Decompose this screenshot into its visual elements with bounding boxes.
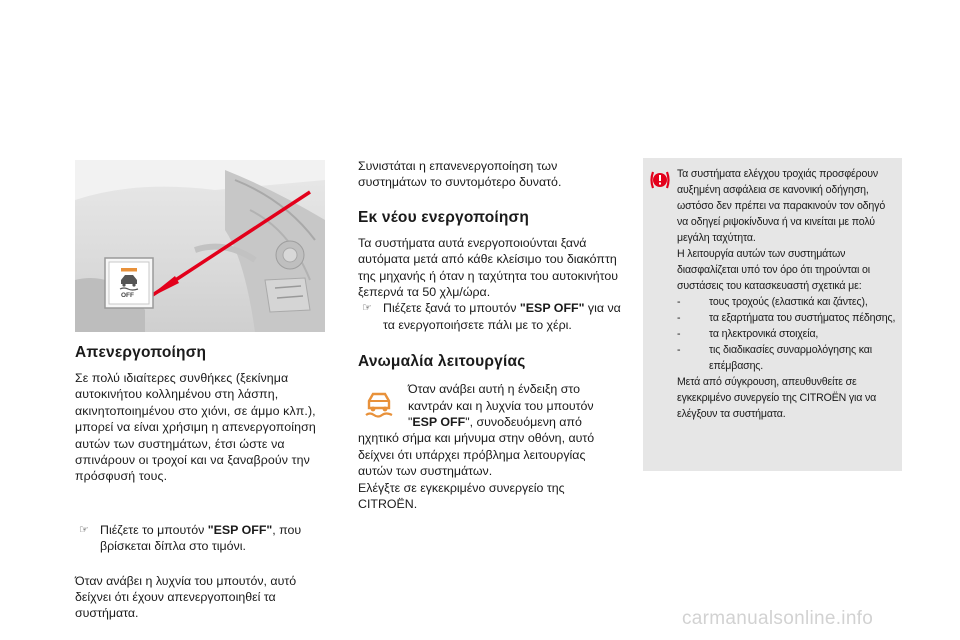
warning-item [677,326,897,342]
malfunction-heading: Ανωμαλία λειτουργίας [358,353,526,371]
warning-closing: Μετά από σύγκρουση, απευθυνθείτε σε εγκεκριμένο συνεργείο της CITROËN για να ελέγξουν τα συστήματα. [677,376,877,420]
esp-off-label: ESP OFF [412,415,466,430]
warning-item-text: τα εξαρτήματα του συστήματος πέδησης, [709,312,896,324]
warning-item-text: τις διαδικασίες συναρμολόγησης και επέμβασης. [709,344,872,372]
esp-off-label: "ESP OFF" [519,301,585,316]
warning-intro: Τα συστήματα ελέγχου τροχιάς προσφέρουν αυξημένη ασφάλεια σε κανονική οδήγηση, ωστόσο δεν πρέπει να παρακινούν τον οδηγό να οδηγεί ριψοκίνδυνα ή να κινείται με πολύ μεγάλη ταχύτητα. [677,168,886,244]
dash-icon: - [677,312,681,324]
watermark: carmanualsonline.info [682,608,874,629]
reactivation-text: Τα συστήματα αυτά ενεργοποιούνται ξανά αυτόματα μετά από κάθε κλείσιμο του διακόπτη της μηχανής ή όταν η ταχύτητα του αυτοκινήτου ξεπερνά τα 50 χλμ/ώρα. [358,235,619,300]
warning-text [677,166,897,422]
malfunction-text-c: ηχητικό σήμα και μήνυμα στην οθόνη, αυτό δείχνει ότι υπάρχει πρόβλημα λειτουργίας αυτών των συστημάτων. [358,431,595,479]
deactivation-result: Όταν ανάβει η λυχνία του μπουτόν, αυτό δείχνει ότι έχουν απενεργοποιηθεί τα συστήματα. [75,573,297,621]
deactivation-intro: Σε πολύ ιδιαίτερες συνθήκες (ξεκίνημα αυτοκινήτου κολλημένου στη λάσπη, ακινητοποιημένου στο χιόνι, σε άμμο κλπ.), μπορεί να είναι χρήσιμη η απενεργοποίηση αυτών των συστημάτων, έτσι ώστε να σπινάρουν οι τροχοί και να ξαναβρούν την πρόσφυσή τους. [75,371,316,484]
dash-icon: - [677,344,681,356]
reactivation-step-post: για να τα ενεργοποιήσετε πάλι με το χέρι. [383,301,621,332]
warning-item [677,342,897,374]
reactivation-heading: Εκ νέου ενεργοποίηση [358,208,530,226]
esp-off-label: "ESP OFF" [207,522,273,537]
malfunction-text-b-rest: , συνοδευόμενη από [469,415,582,430]
dashboard-drawing [75,160,325,332]
quote-close: " [465,415,470,430]
reactivation-step [358,300,622,333]
esp-warning-lamp-icon [362,387,396,421]
deactivation-step-post: , που βρίσκεται δίπλα στο τιμόνι. [100,522,302,554]
malfunction-text-b [358,414,622,430]
dashboard-illustration [75,160,325,332]
arrow-right-icon: ☞ [362,302,372,315]
warning-item [677,294,897,310]
malfunction-block [358,381,622,512]
left-column [75,344,327,622]
dash-icon: - [677,296,681,308]
warning-item-text: τα ηλεκτρονικά στοιχεία, [709,328,819,340]
malfunction-text-d: Ελέγξτε σε εγκεκριμένο συνεργείο της CITROËN. [358,480,565,512]
warning-item-text: τους τροχούς (ελαστικά και ζάντες), [709,296,868,308]
reactivation-recommendation: Συνιστάται η επανενεργοποίηση των συστημάτων το συντομότερο δυνατό. [358,159,562,190]
warning-panel [643,158,902,471]
esp-off-button-label: OFF [121,292,134,299]
middle-column [358,158,622,513]
reactivation-step-pre: Πιέζετε ξανά το μπουτόν [383,301,520,316]
deactivation-step [75,522,327,555]
dash-icon: - [677,328,681,340]
deactivation-heading: Απενεργοποίηση [75,344,207,361]
warning-icon [649,170,671,190]
warning-item [677,310,897,326]
malfunction-text-a: Όταν ανάβει αυτή η ένδειξη στο καντράν και η λυχνία του μπουτόν [408,382,594,413]
quote-open: " [408,415,413,430]
arrow-right-icon: ☞ [79,523,89,536]
warning-conditions: Η λειτουργία αυτών των συστημάτων διασφαλίζεται υπό τον όρο ότι τηρούνται οι συστάσεις του κατασκευαστή σχετικά με: [677,248,870,292]
deactivation-step-pre: Πιέζετε το μπουτόν [100,522,208,537]
